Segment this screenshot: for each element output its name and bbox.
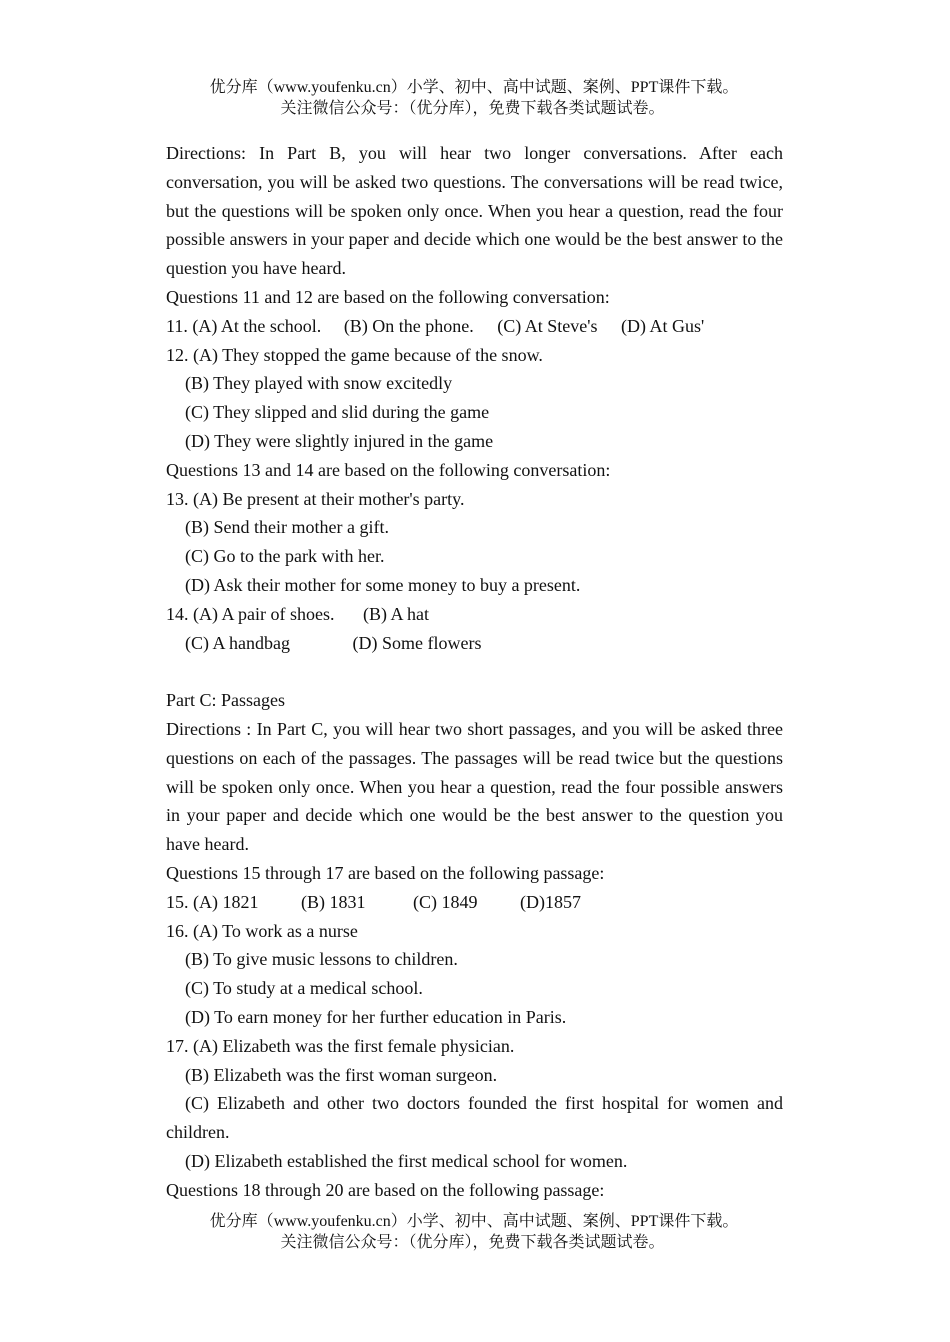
page-footer bbox=[0, 1211, 950, 1253]
question-11-options bbox=[166, 312, 783, 341]
q14-option-c: (C) A handbag bbox=[185, 632, 290, 653]
q13-option-d: (D) Ask their mother for some money to buy a present. bbox=[185, 574, 581, 595]
q11-option-a: 11. (A) At the school. bbox=[166, 315, 322, 336]
questions-11-12-intro: Questions 11 and 12 are based on the following conversation: bbox=[166, 286, 610, 307]
q14-option-a: 14. (A) A pair of shoes. bbox=[166, 603, 335, 624]
q14-option-b: (B) A hat bbox=[362, 603, 429, 624]
q12-option-d: (D) They were slightly injured in the game bbox=[185, 430, 494, 451]
q15-option-d: (D)1857 bbox=[520, 891, 581, 912]
q15-option-b: (B) 1831 bbox=[301, 891, 366, 912]
header-line-2: 关注微信公众号：（优分库），免费下载各类试题试卷。 bbox=[280, 100, 665, 117]
q16-option-d: (D) To earn money for her further education in Paris. bbox=[185, 1006, 567, 1027]
document-body bbox=[166, 139, 783, 1204]
q13-option-a: 13. (A) Be present at their mother's party. bbox=[166, 488, 465, 509]
page-header bbox=[0, 77, 950, 119]
q11-option-d: (D) At Gus' bbox=[621, 315, 705, 336]
q17-option-d: (D) Elizabeth established the first medical school for women. bbox=[185, 1150, 628, 1171]
q16-option-b: (B) To give music lessons to children. bbox=[185, 949, 458, 970]
footer-line-1: 优分库（www.youfenku.cn）小学、初中、高中试题、案例、PPT课件下载。 bbox=[209, 1213, 739, 1230]
q12-option-a: 12. (A) They stopped the game because of the snow. bbox=[166, 344, 543, 365]
q17-option-a: 17. (A) Elizabeth was the first female physician. bbox=[166, 1035, 515, 1056]
q12-option-c: (C) They slipped and slid during the game bbox=[185, 402, 490, 423]
question-14-options-row-2 bbox=[166, 629, 783, 658]
questions-18-20-intro: Questions 18 through 20 are based on the following passage: bbox=[166, 1179, 605, 1200]
q16-option-c: (C) To study at a medical school. bbox=[185, 978, 423, 999]
q14-option-d: (D) Some flowers bbox=[352, 632, 482, 653]
q12-option-b: (B) They played with snow excitedly bbox=[185, 373, 453, 394]
part-b-directions: Directions: In Part B, you will hear two longer conversations. After each conversation, you will be asked two questions. The conversations will be read twice, but the questions will be spoken only once. When you hear a question, read the four possible answers in your paper and decide which one would be the best answer to the question you have heard. bbox=[166, 143, 783, 279]
footer-line-2: 关注微信公众号：（优分库），免费下载各类试题试卷。 bbox=[280, 1234, 665, 1251]
question-14-options-row-1 bbox=[166, 600, 783, 629]
blank-line bbox=[166, 657, 783, 686]
q15-option-c: (C) 1849 bbox=[413, 891, 478, 912]
question-15-options bbox=[166, 888, 783, 917]
q11-option-b: (B) On the phone. bbox=[343, 315, 474, 336]
q11-option-c: (C) At Steve's bbox=[497, 315, 598, 336]
q13-option-b: (B) Send their mother a gift. bbox=[185, 517, 389, 538]
part-c-directions: Directions : In Part C, you will hear two short passages, and you will be asked three questions on each of the passages. The passages will be read twice but the questions will be spoken only once. When you hear a question, read the four possible answers in your paper and decide which one would be the best answer to the question you have heard. bbox=[166, 718, 783, 855]
q16-option-a: 16. (A) To work as a nurse bbox=[166, 920, 358, 941]
q15-option-a: 15. (A) 1821 bbox=[166, 891, 259, 912]
questions-15-17-intro: Questions 15 through 17 are based on the following passage: bbox=[166, 862, 605, 883]
q17-option-c: (C) Elizabeth and other two doctors founded the first hospital for women and children. bbox=[166, 1093, 783, 1143]
q13-option-c: (C) Go to the park with her. bbox=[185, 546, 385, 567]
part-c-title: Part C: Passages bbox=[166, 690, 285, 711]
questions-13-14-intro: Questions 13 and 14 are based on the following conversation: bbox=[166, 459, 611, 480]
header-line-1: 优分库（www.youfenku.cn）小学、初中、高中试题、案例、PPT课件下载。 bbox=[209, 79, 739, 96]
q17-option-b: (B) Elizabeth was the first woman surgeon. bbox=[185, 1064, 498, 1085]
